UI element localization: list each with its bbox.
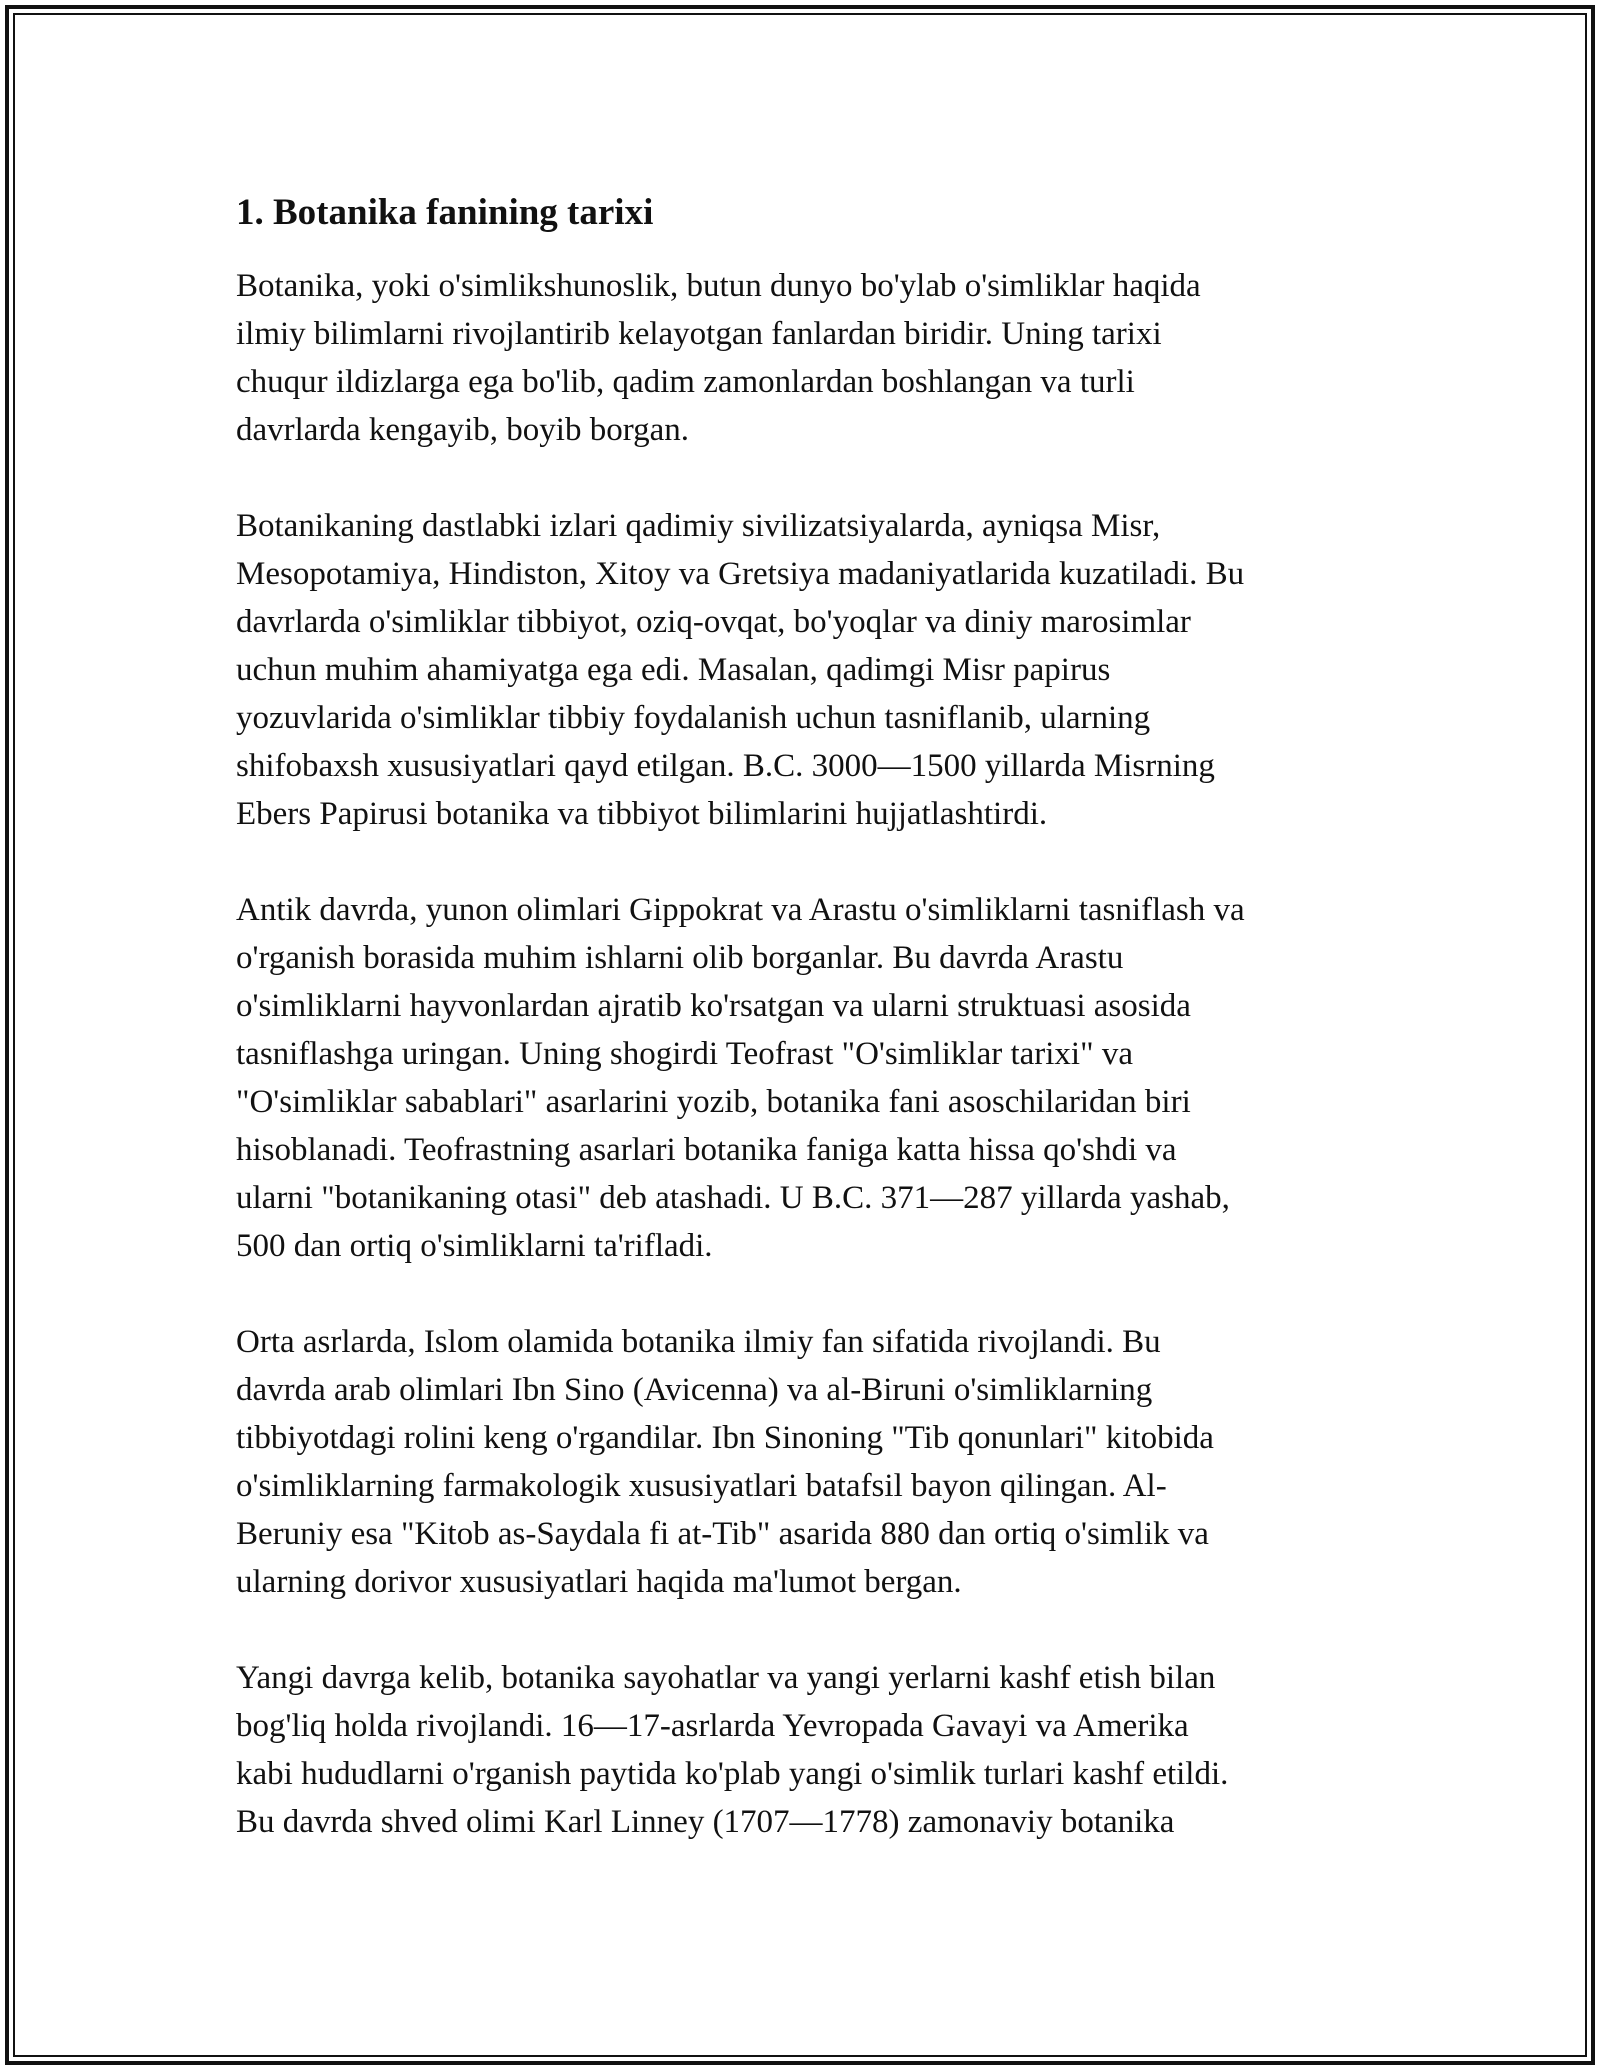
paragraph-antiquity: Antik davrda, yunon olimlari Gippokrat va Arastu o'simliklarni tasniflash va o'rganish borasida muhim ishlarni olib borganlar. Bu davrda Arastu o'simliklarni hayvonlardan ajratib ko'rsatgan va ularni struktuasi asosida tasniflashga uringan. Uning shogirdi Teofrast "O'simliklar tarixi" va "O'simliklar sabablari" asarlarini yozib, botanika fani asoschilaridan biri hisoblanadi. Teofrastning asarlari botanika faniga katta hissa qo'shdi va ularni "botanikaning otasi" deb atashadi. U B.C. 371—287 yillarda yashab, 500 dan ortiq o'simliklarni ta'rifladi. bbox=[236, 892, 1245, 1264]
paragraph-new-era: Yangi davrga kelib, botanika sayohatlar va yangi yerlarni kashf etish bilan bog'liq holda rivojlandi. 16—17-asrlarda Yevropada Gavayi va Amerika kabi hududlarni o'rganish paytida ko'plab yangi o'simlik turlari kashf etildi. Bu davrda shved olimi Karl Linney (1707—1778) zamonaviy botanika bbox=[236, 1660, 1229, 1840]
document-body bbox=[236, 186, 1366, 1894]
paragraph-middle-ages: Orta asrlarda, Islom olamida botanika ilmiy fan sifatida rivojlandi. Bu davrda arab olimlari Ibn Sino (Avicenna) va al-Biruni o'simliklarning tibbiyotdagi rolini keng o'rgandilar. Ibn Sinoning "Tib qonunlari" kitobida o'simliklarning farmakologik xususiyatlari batafsil bayon qilingan. Al- Beruniy esa "Kitob as-Saydala fi at-Tib" asarida 880 dan ortiq o'simlik va ularning dorivor xususiyatlari haqida ma'lumot bergan. bbox=[236, 1324, 1214, 1600]
paragraph-intro: Botanika, yoki o'simlikshunoslik, butun dunyo bo'ylab o'simliklar haqida ilmiy bilimlarni rivojlantirib kelayotgan fanlardan biridir. Uning tarixi chuqur ildizlarga ega bo'lib, qadim zamonlardan boshlangan va turli davrlarda kengayib, boyib borgan. bbox=[236, 268, 1201, 448]
section-heading: 1. Botanika fanining tarixi bbox=[236, 192, 654, 233]
paragraph-ancient-civilizations: Botanikaning dastlabki izlari qadimiy sivilizatsiyalarda, ayniqsa Misr, Mesopotamiya, Hindiston, Xitoy va Gretsiya madaniyatlarida kuzatiladi. Bu davrlarda o'simliklar tibbiyot, oziq-ovqat, bo'yoqlar va diniy marosimlar uchun muhim ahamiyatga ega edi. Masalan, qadimgi Misr papirus yozuvlarida o'simliklar tibbiy foydalanish uchun tasniflanib, ularning shifobaxsh xususiyatlari qayd etilgan. B.C. 3000—1500 yillarda Misrning Ebers Papirusi botanika va tibbiyot bilimlarini hujjatlashtirdi. bbox=[236, 508, 1245, 832]
